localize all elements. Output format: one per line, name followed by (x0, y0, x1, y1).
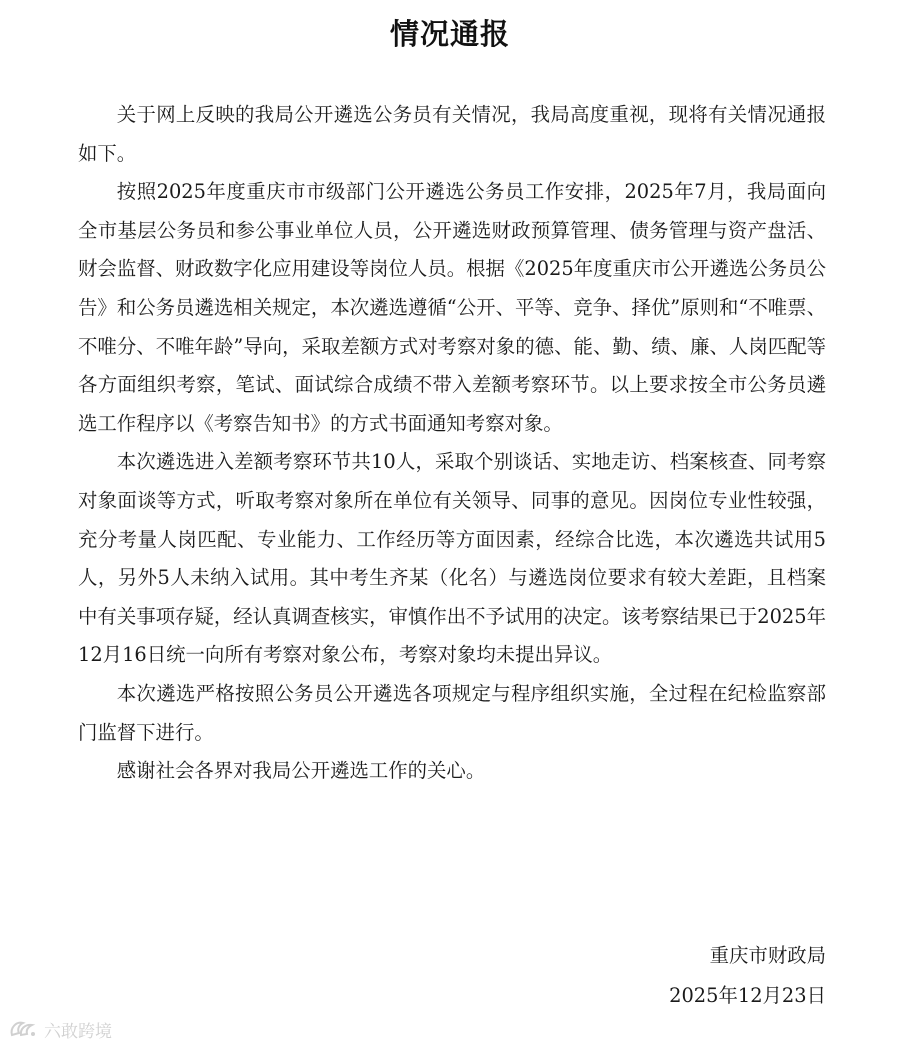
watermark (8, 1016, 112, 1042)
signature-block (669, 936, 826, 1016)
paragraph-background: 按照2025年度重庆市市级部门公开遴选公务员工作安排，2025年7月，我局面向全市基层公务员和参公事业单位人员，公开遴选财政预算管理、债务管理与资产盘活、财会监督、财政数字化应用建设等岗位人员。根据《2025年度重庆市公开遴选公务员公告》和公务员遴选相关规定，本次遴选遵循“公开、平等、竞争、择优”原则和“不唯票、不唯分、不唯年龄”导向，采取差额方式对考察对象的德、能、勤、绩、廉、人岗匹配等各方面组织考察，笔试、面试综合成绩不带入差额考察环节。以上要求按全市公务员遴选工作程序以《考察告知书》的方式书面通知考察对象。 (78, 180, 826, 435)
document-body (78, 96, 826, 791)
paragraph-oversight: 本次遴选严格按照公务员公开遴选各项规定与程序组织实施，全过程在纪检监察部门监督下进行。 (78, 681, 826, 744)
brand-logo-icon (8, 1018, 38, 1040)
watermark-text: 六敢跨境 (44, 1021, 112, 1042)
paragraph-findings: 本次遴选进入差额考察环节共10人，采取个别谈话、实地走访、档案核查、同考察对象面谈等方式，听取考察对象所在单位有关领导、同事的意见。因岗位专业性较强，充分考量人岗匹配、专业能力、工作经历等方面因素，经综合比选，本次遴选共试用5人，另外5人未纳入试用。其中考生齐某（化名）与遴选岗位要求有较大差距，且档案中有关事项存疑，经认真调查核实，审慎作出不予试用的决定。该考察结果已于2025年12月16日统一向所有考察对象公布，考察对象均未提出异议。 (78, 450, 826, 667)
document-title: 情况通报 (389, 17, 510, 51)
paragraph-intro: 关于网上反映的我局公开遴选公务员有关情况，我局高度重视，现将有关情况通报如下。 (78, 103, 826, 165)
paragraph-thanks: 感谢社会各界对我局公开遴选工作的关心。 (116, 759, 486, 783)
issue-date: 2025年12月23日 (669, 984, 826, 1007)
issuer-name: 重庆市财政局 (709, 944, 826, 967)
